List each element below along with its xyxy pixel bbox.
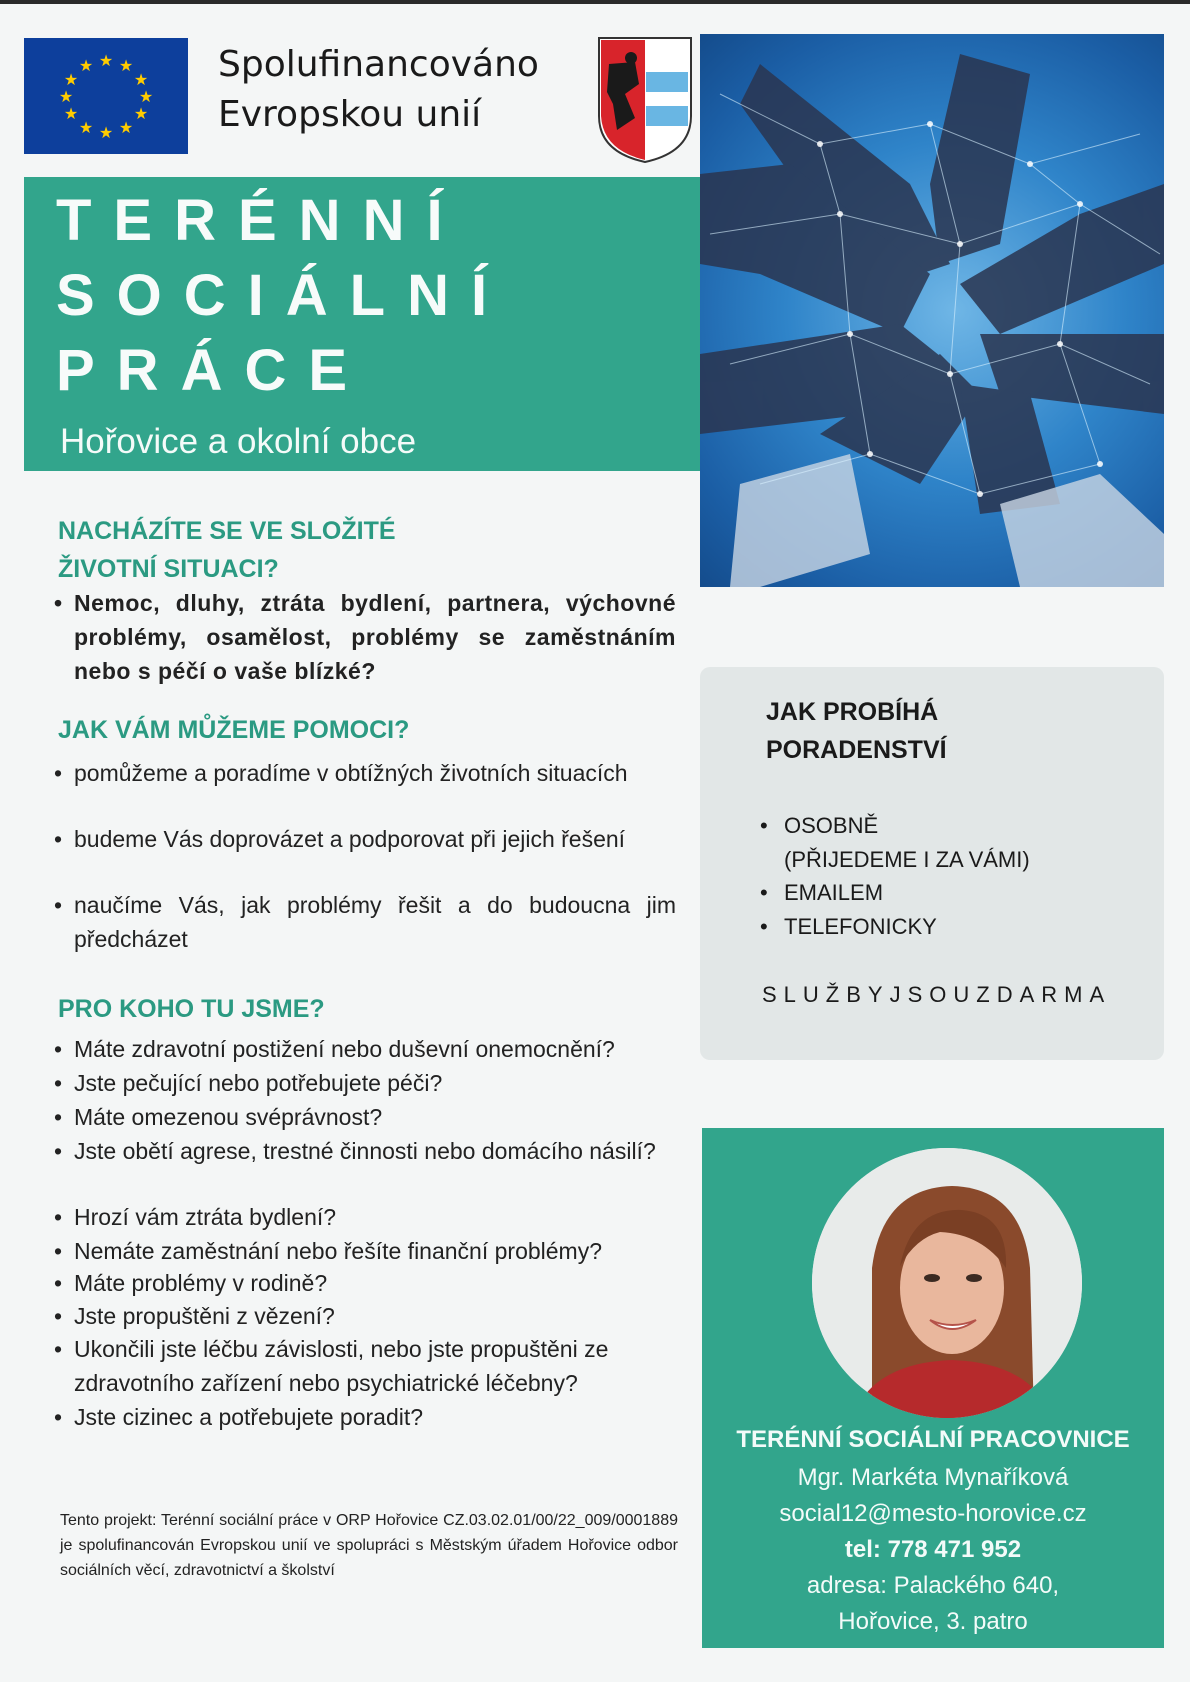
svg-text:★: ★: [98, 51, 114, 70]
svg-text:★: ★: [63, 104, 79, 123]
list-item: • Máte zdravotní postižení nebo duševní onemocnění?: [74, 1032, 684, 1066]
section-situation-heading-line2: ŽIVOTNÍ SITUACI?: [58, 555, 279, 583]
section-help-heading: JAK VÁM MŮŽEME POMOCI?: [58, 716, 410, 744]
eu-cofinance-label: [218, 40, 539, 140]
svg-text:★: ★: [78, 118, 94, 137]
svg-text:★: ★: [118, 118, 134, 137]
list-item: • pomůžeme a poradíme v obtížných životních situacích: [74, 756, 676, 790]
eu-line-2: Evropskou unií: [218, 94, 482, 135]
section-audience-heading: PRO KOHO TU JSME?: [58, 995, 325, 1023]
counseling-item-personal-line1: • OSOBNĚ: [784, 813, 879, 838]
svg-text:★: ★: [58, 87, 74, 106]
list-item: • Máte omezenou svéprávnost?: [74, 1100, 684, 1134]
project-footnote: Tento projekt: Terénní sociální práce v ORP Hořovice CZ.03.02.01/00/22_009/0001889 je spolufinancován Evropskou unií ve spolupráci s Městským úřadem Hořovice odbor sociálních věcí, zdravotnictví a školství: [60, 1512, 678, 1579]
list-item: • budeme Vás doprovázet a podporovat při jejich řešení: [74, 822, 676, 856]
list-item: • Jste cizinec a potřebujete poradit?: [74, 1400, 684, 1434]
list-item: • Hrozí vám ztráta bydlení?: [74, 1200, 684, 1234]
list-item: • Nemáte zaměstnání nebo řešíte finanční problémy?: [74, 1234, 684, 1268]
list-item: • Jste pečující nebo potřebujete péči?: [74, 1066, 684, 1100]
title-line-1: TERÉNNÍ: [56, 188, 465, 253]
coat-of-arms-icon: [595, 34, 695, 166]
counseling-item-email: • EMAILEM: [784, 876, 883, 910]
section-situation-heading: [58, 512, 396, 588]
svg-text:★: ★: [138, 87, 154, 106]
svg-text:★: ★: [118, 56, 134, 75]
counseling-heading-line2: PORADENSTVÍ: [766, 736, 947, 764]
counseling-item-personal: [784, 809, 1030, 877]
hands-network-photo: [700, 34, 1164, 587]
worker-portrait: [812, 1148, 1082, 1418]
contact-card: [702, 1128, 1164, 1648]
list-item: • naučíme Vás, jak problémy řešit a do budoucna jim předcházet: [74, 888, 676, 956]
section-situation-heading-line1: NACHÁZÍTE SE VE SLOŽITÉ: [58, 517, 396, 545]
contact-email-link[interactable]: social12@mesto-horovice.cz: [779, 1500, 1087, 1527]
title-subtitle: Hořovice a okolní obce: [60, 422, 417, 461]
list-item: • Jste obětí agrese, trestné činnosti nebo domácího násilí?: [74, 1134, 676, 1168]
counseling-item-personal-line2: (PŘIJEDEME I ZA VÁMI): [784, 847, 1030, 872]
counseling-box: [700, 667, 1164, 1060]
title-banner: [24, 177, 700, 471]
eu-line-1: Spolufinancováno: [218, 44, 539, 85]
svg-text:★: ★: [133, 70, 149, 89]
title-line-2: SOCIÁLNÍ: [56, 263, 510, 328]
list-item: • Ukončili jste léčbu závislosti, nebo jste propuštěni ze zdravotního zařízení nebo psychiatrické léčebny?: [74, 1332, 676, 1400]
services-free-label: SLUŽBYJSOUZDARMA: [762, 982, 1112, 1007]
contact-role: TERÉNNÍ SOCIÁLNÍ PRACOVNICE: [736, 1426, 1130, 1453]
counseling-heading: [766, 693, 947, 769]
svg-text:★: ★: [78, 56, 94, 75]
list-item: • Jste propuštěni z vězení?: [74, 1299, 684, 1333]
title-line-3: PRÁCE: [56, 338, 370, 403]
contact-name: Mgr. Markéta Mynaříková: [797, 1464, 1069, 1491]
top-border: [0, 0, 1190, 4]
svg-text:★: ★: [98, 123, 114, 142]
contact-phone[interactable]: tel: 778 471 952: [844, 1536, 1022, 1563]
counseling-heading-line1: JAK PROBÍHÁ: [766, 698, 939, 726]
contact-address-line2: Hořovice, 3. patro: [838, 1608, 1028, 1635]
svg-text:★: ★: [133, 104, 149, 123]
eu-flag-icon: [24, 38, 188, 154]
counseling-item-phone: • TELEFONICKY: [784, 910, 937, 944]
list-item: • Máte problémy v rodině?: [74, 1266, 684, 1300]
list-item: • Nemoc, dluhy, ztráta bydlení, partnera, výchovné problémy, osamělost, problémy se zaměstnáním nebo s péčí o vaše blízké?: [74, 586, 676, 688]
svg-text:★: ★: [63, 70, 79, 89]
contact-address-line1: adresa: Palackého 640,: [806, 1572, 1060, 1599]
